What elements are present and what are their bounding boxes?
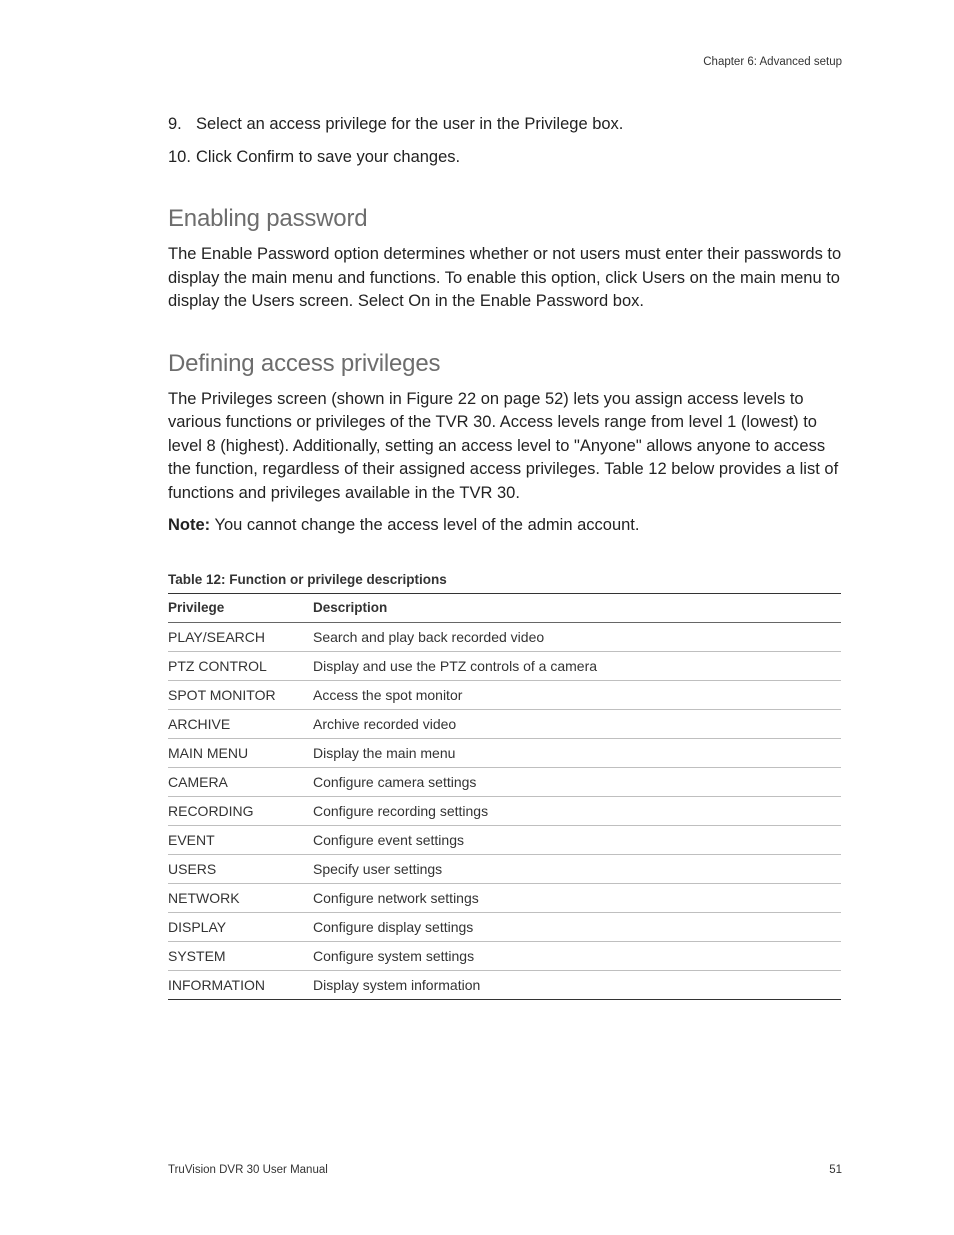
table-row — [168, 883, 841, 912]
description-cell: Archive recorded video — [313, 709, 841, 738]
privilege-cell: SPOT MONITOR — [168, 680, 313, 709]
description-cell: Search and play back recorded video — [313, 622, 841, 651]
privilege-cell: CAMERA — [168, 767, 313, 796]
description-cell: Specify user settings — [313, 854, 841, 883]
running-header: Chapter 6: Advanced setup — [703, 56, 842, 68]
table-row — [168, 854, 841, 883]
table-row — [168, 680, 841, 709]
note — [168, 514, 842, 538]
page-content — [168, 112, 842, 1000]
description-cell: Configure camera settings — [313, 767, 841, 796]
privilege-cell: ARCHIVE — [168, 709, 313, 738]
privilege-cell: SYSTEM — [168, 941, 313, 970]
step-10 — [168, 145, 842, 169]
table-row — [168, 796, 841, 825]
table-row — [168, 941, 841, 970]
step-number: 9. — [168, 115, 182, 133]
paragraph-enabling-password: The Enable Password option determines whether or not users must enter their passwords to display the main menu and functions. To enable this option, click Users on the main menu to display the Users screen. Select On in the Enable Password box. — [168, 245, 842, 310]
description-cell: Configure recording settings — [313, 796, 841, 825]
table-caption: Table 12: Function or privilege descriptions — [168, 571, 447, 587]
table-row — [168, 709, 841, 738]
privilege-cell: PLAY/SEARCH — [168, 622, 313, 651]
step-text: Select an access privilege for the user in the Privilege box. — [196, 115, 624, 133]
description-cell: Configure display settings — [313, 912, 841, 941]
table-row — [168, 970, 841, 999]
privilege-cell: USERS — [168, 854, 313, 883]
note-label: Note: — [168, 516, 211, 534]
description-cell: Configure event settings — [313, 825, 841, 854]
column-header-description: Description — [313, 593, 841, 622]
privilege-cell: DISPLAY — [168, 912, 313, 941]
step-text: Click Confirm to save your changes. — [196, 148, 461, 166]
description-cell: Display and use the PTZ controls of a camera — [313, 651, 841, 680]
privilege-cell: NETWORK — [168, 883, 313, 912]
column-header-privilege: Privilege — [168, 593, 313, 622]
description-cell: Access the spot monitor — [313, 680, 841, 709]
footer-manual-title: TruVision DVR 30 User Manual — [168, 1164, 328, 1176]
privilege-table — [168, 593, 841, 1000]
privilege-cell: INFORMATION — [168, 976, 265, 993]
description-cell: Configure system settings — [313, 941, 841, 970]
privilege-cell: EVENT — [168, 825, 313, 854]
description-cell: Configure network settings — [313, 883, 841, 912]
privilege-cell: RECORDING — [168, 796, 313, 825]
privilege-cell: MAIN MENU — [168, 738, 313, 767]
table-row — [168, 651, 841, 680]
step-number: 10. — [168, 148, 191, 166]
privilege-cell: PTZ CONTROL — [168, 651, 313, 680]
paragraph-access-privileges: The Privileges screen (shown in Figure 22 on page 52) lets you assign access levels to various functions or privileges of the TVR 30. Access levels range from level 1 (lowest) to level 8 (highest). Additionally, setting an access level to "Anyone" allows anyone to access the function, regardless of their assigned access privileges. Table 12 below provides a list of functions and privileges available in the TVR 30. — [168, 389, 839, 502]
note-text: You cannot change the access level of the admin account. — [210, 516, 640, 534]
table-row — [168, 912, 841, 941]
table-row — [168, 825, 841, 854]
page-number: 51 — [829, 1164, 842, 1176]
table-header-row — [168, 593, 841, 622]
heading-defining-access-privileges: Defining access privileges — [168, 349, 441, 377]
table-row — [168, 767, 841, 796]
description-cell: Display system information — [313, 976, 481, 993]
step-9 — [168, 112, 842, 136]
heading-enabling-password: Enabling password — [168, 205, 368, 232]
table-row — [168, 738, 841, 767]
table-row — [168, 622, 841, 651]
description-cell: Display the main menu — [313, 738, 841, 767]
